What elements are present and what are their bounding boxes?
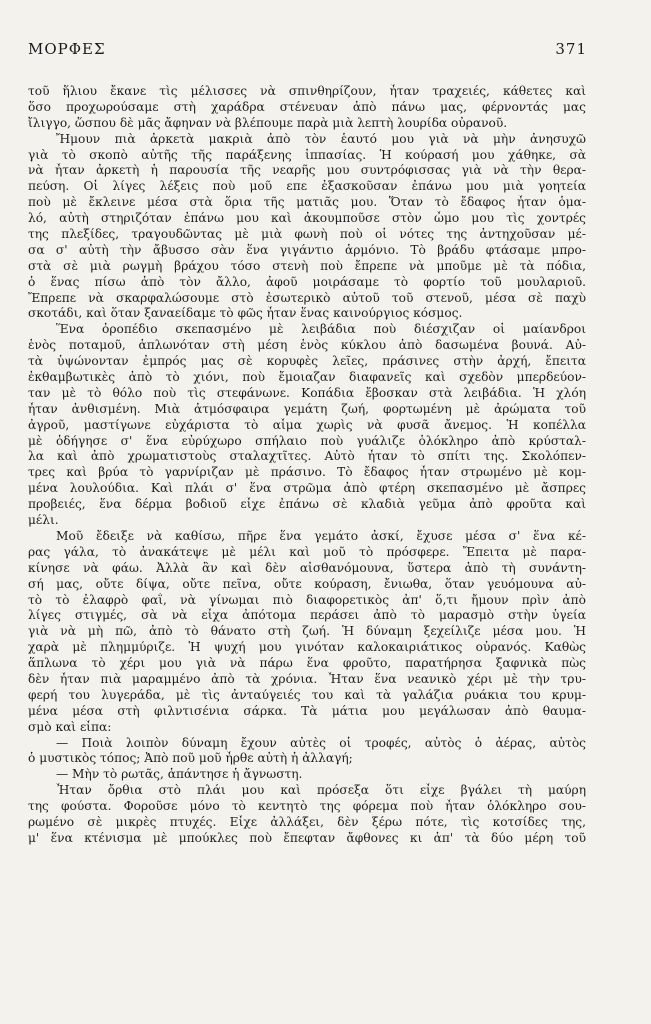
running-title: ΜΟΡΦΕΣ xyxy=(28,40,106,58)
text-line: φερή του λυγεράδα, μὲ τὶς ἀνταύγειές του καὶ τὰ γαλάζια ρυάκια του κρυμ- xyxy=(28,687,586,702)
text-line: γιὰ νὰ μὴ πῶ, ἀπὸ τὸ θάνατο στὴ ζωή. Ἡ δύναμη ξεχείλιζε μέσα μου. Ἡ xyxy=(28,624,586,639)
text-line: της φούστα. Φοροῦσε μόνο τὸ κεντητὸ της φόρεμα ποὺ ἦταν ὁλόκληρο σου- xyxy=(28,799,586,814)
text-line: μὲ ὁδήγησε σ' ἕνα εὐρύχωρο σπήλαιο ποὺ γυάλιζε ὁλόκληρο ἀπὸ κρύσταλ- xyxy=(28,433,586,448)
text-line: ἑνὸς ποταμοῦ, ἁπλωνόταν στὴ μέση ἑνὸς κύκλου ἀπὸ δασωμένα βουνά. Αὐ- xyxy=(28,338,586,353)
text-line: μέλι. xyxy=(28,513,59,528)
text-line: της πλεξίδες, τραγουδῶντας μὲ μιὰ φωνὴ ποὺ οἱ νότες της ἀντηχοῦσαν μέ- xyxy=(28,227,586,242)
text-line: ἦταν ἀνθισμένη. Μιὰ ἀτμόσφαιρα γεμάτη ζωή, φορτωμένη μὲ ἀρώματα τοῦ xyxy=(28,401,586,416)
text-line: Ἔπρεπε νὰ σκαρφαλώσουμε στὸ ἐσωτερικὸ αὐτοῦ τοῦ στενοῦ, μέσα σὲ παχὺ xyxy=(28,290,586,305)
text-line: Μοῦ ἔδειξε νὰ καθίσω, πῆρε ἕνα γεμάτο ἀσκί, ἔχυσε μέσα σ' ἕνα κέ- xyxy=(56,528,586,543)
text-line: σα σ' αὐτὴ τὴν ἄβυσσο σὰν ἕνα γιγάντιο ἁρμόνιο. Τὸ βράδυ φτάσαμε μπρο- xyxy=(28,242,586,257)
text-line: ἅπλωνα τὸ χέρι μου γιὰ νὰ πάρω ἕνα φροῦτο, παρατήρησα ξαφνικὰ πὼς xyxy=(28,656,586,671)
text-line: τὸ τὸ ἐλαφρὸ φαΐ, νὰ γίνωμαι πιὸ διαφορετικὸς ἀπ' ὅ,τι ἤμουν πρὶν ἀπὸ xyxy=(28,592,586,607)
text-line: ὅσο προχωρούσαμε στὴ χαράδρα στένευαν ἀπὸ πάνω μας, φέρνοντάς μας xyxy=(28,99,586,114)
text-line: ρωμένο σὲ μικρὲς πτυχές. Εἶχε ἀλλάξει, δὲν ξέρω πότε, τὶς κοτσίδες της, xyxy=(28,814,586,829)
text-line: νὰ ἦταν ἀρκετὴ ἡ παρουσία τῆς νεαρῆς μου συντρόφισσας γιὰ νὰ τὴν θερα- xyxy=(28,163,586,178)
text-line: στὰ σὲ μιὰ ρωγμὴ βράχου τόσο στενὴ ποὺ ἔπρεπε νὰ μποῦμε μὲ τὰ πόδια, xyxy=(28,258,586,273)
text-line: Ἤμουν πιὰ ἀρκετὰ μακριὰ ἀπὸ τὸν ἑαυτό μου γιὰ νὰ μὴν ἀνησυχῶ xyxy=(56,131,586,146)
text-line: λίγες στιγμές, σὰ νὰ εἶχα ἀπότομα περάσει ἀπὸ τὸ μαρασμὸ στὴν ὑγεία xyxy=(28,608,586,623)
text-line: Ἕνα ὀροπέδιο σκεπασμένο μὲ λειβάδια ποὺ διέσχιζαν οἱ μαίανδροι xyxy=(56,322,586,337)
text-line: ρας γάλα, τὸ ἀνακάτεψε μὲ μέλι καὶ μοῦ τὸ πρόσφερε. Ἔπειτα μὲ παρα- xyxy=(28,544,586,559)
page-number: 371 xyxy=(555,40,587,58)
text-line: ἐκθαμβωτικὲς ἀπὸ τὸ χιόνι, ποὺ ἔμοιαζαν διαφανεῖς καὶ σχεδὸν μπερδεύον- xyxy=(28,370,586,385)
text-line: σμὸ καὶ εἶπα: xyxy=(28,719,112,734)
text-line: γιὰ τὸ σκοπὸ αὐτῆς τῆς παράξενης ἱππασίας. Ἡ κούρασή μου χάθηκε, σὰ xyxy=(28,147,586,162)
text-line: σή μας, οὔτε δίψα, οὔτε πεῖνα, οὔτε κούραση, ἔνιωθα, ὅταν γευόμουνα αὐ- xyxy=(28,576,586,591)
text-line: ὁ ἕνας πίσω ἀπὸ τὸν ἄλλο, ἀφοῦ μοιράσαμε τὸ φορτίο τοῦ μουλαριοῦ. xyxy=(28,274,586,289)
text-line: δὲν ἦταν πιὰ μαραμμένο ἀπὸ τὰ χρόνια. Ἦταν ἕνα νεανικὸ χέρι μὲ τὴν τρυ- xyxy=(28,671,586,686)
text-line: χαρὰ μὲ πλημμύριζε. Ἡ ψυχή μου γινόταν καλοκαιριάτικος οὐρανός. Καθὼς xyxy=(28,640,586,655)
text-line: λα καὶ ἀπὸ χρωματιστοὺς σταλαχτῖτες. Αὐτὸ ἦταν τὸ σπίτι της. Σκολόπεν- xyxy=(28,449,586,464)
text-line: ταν μὲ τὸ θόλο ποὺ τὶς στεφάνωνε. Κοπάδια ἔβοσκαν στὰ λειβάδια. Ἡ χλόη xyxy=(28,385,586,400)
running-header xyxy=(28,40,587,60)
text-line: προβειές, ἕνα δέρμα βοδιοῦ εἶχε ἐπάνω σὲ κλαδιὰ γεῦμα ἀπὸ φροῦτα καὶ xyxy=(28,497,586,512)
text-line: πεύση. Οἱ λίγες λέξεις ποὺ μοῦ επε ἐξασκοῦσαν ἐπάνω μου μιὰ γοητεία xyxy=(28,179,586,194)
text-line: μ' ἕνα κτένισμα μὲ μπούκλες ποὺ ἔπεφταν ἄφθονες κι ἀπ' τὰ δύο μέρη τοῦ xyxy=(28,830,586,845)
text-line: τρες καὶ βρύα τὸ γαρνίριζαν μὲ πράσινο. Τὸ ἔδαφος ἦταν στρωμένο μὲ κομ- xyxy=(28,465,586,480)
text-line: μένα μέσα στὴ φιλντισένια σάρκα. Τὰ μάτια μου μεγάλωσαν ἀπὸ θαυμα- xyxy=(28,703,586,718)
text-line: ποὺ μὲ ἔκλεινε μέσα στὰ ὅρια τῆς ματιᾶς μου. Ὅταν τὸ ἔδαφος ἦταν ὁμα- xyxy=(28,195,586,210)
text-line: ἴλιγγο, ὥσπου δὲ μᾶς ἄφηναν νὰ βλέπουμε παρὰ μιὰ λεπτὴ λουρίδα οὐρανοῦ. xyxy=(28,115,508,130)
text-line: Ἦταν ὄρθια στὸ πλάι μου καὶ πρόσεξα ὅτι εἶχε βγάλει τὴ μαύρη xyxy=(56,783,586,798)
text-line: τοῦ ἥλιου ἔκανε τὶς μέλισσες νὰ σπινθηρίζουν, ἦταν τραχειές, κάθετες καὶ xyxy=(28,84,586,98)
text-line: τὰ ὑψώνονταν ἐμπρός μας σὲ κορυφὲς λεῖες, πράσινες στὴν ἀρχή, ἔπειτα xyxy=(28,354,586,369)
text-line: σκοτάδι, καὶ ὅταν ξαναείδαμε τὸ φῶς ἦταν ἕνας καινούργιος κόσμος. xyxy=(28,306,463,321)
text-line: ὁ μυστικὸς τόπος; Ἀπὸ ποῦ μοῦ ἦρθε αὐτὴ ἡ ἀλλαγή; xyxy=(28,751,353,766)
text-line: — Μὴν τὸ ρωτᾶς, ἀπάντησε ἡ ἄγνωστη. xyxy=(56,767,303,782)
text-line: μένα λουλούδια. Καὶ πλάι σ' ἕνα στρῶμα ἀπὸ φτέρη σκεπασμένο μὲ ἄσπρες xyxy=(28,481,586,496)
body-text xyxy=(28,84,586,847)
text-line: — Ποιὰ λοιπὸν δύναμη ἔχουν αὐτὲς οἱ τροφές, αὐτὸς ὁ ἀέρας, αὐτὸς xyxy=(56,735,586,750)
text-line: λό, αὐτὴ στηριζόταν ἐπάνω μου καὶ ἀκουμποῦσε στὸν ὦμο μου τὶς χοντρές xyxy=(28,211,586,226)
text-line: ἀγροῦ, μαστίγωνε εὐχάριστα τὸ αἷμα χωρὶς νὰ φυσᾶ ἄνεμος. Ἡ κοπέλλα xyxy=(28,417,586,432)
text-line: κίνησε νὰ φάω. Ἀλλὰ ἂν καὶ δὲν αἰσθανόμουνα, ὕστερα ἀπὸ τὴ συνάντη- xyxy=(28,560,586,575)
